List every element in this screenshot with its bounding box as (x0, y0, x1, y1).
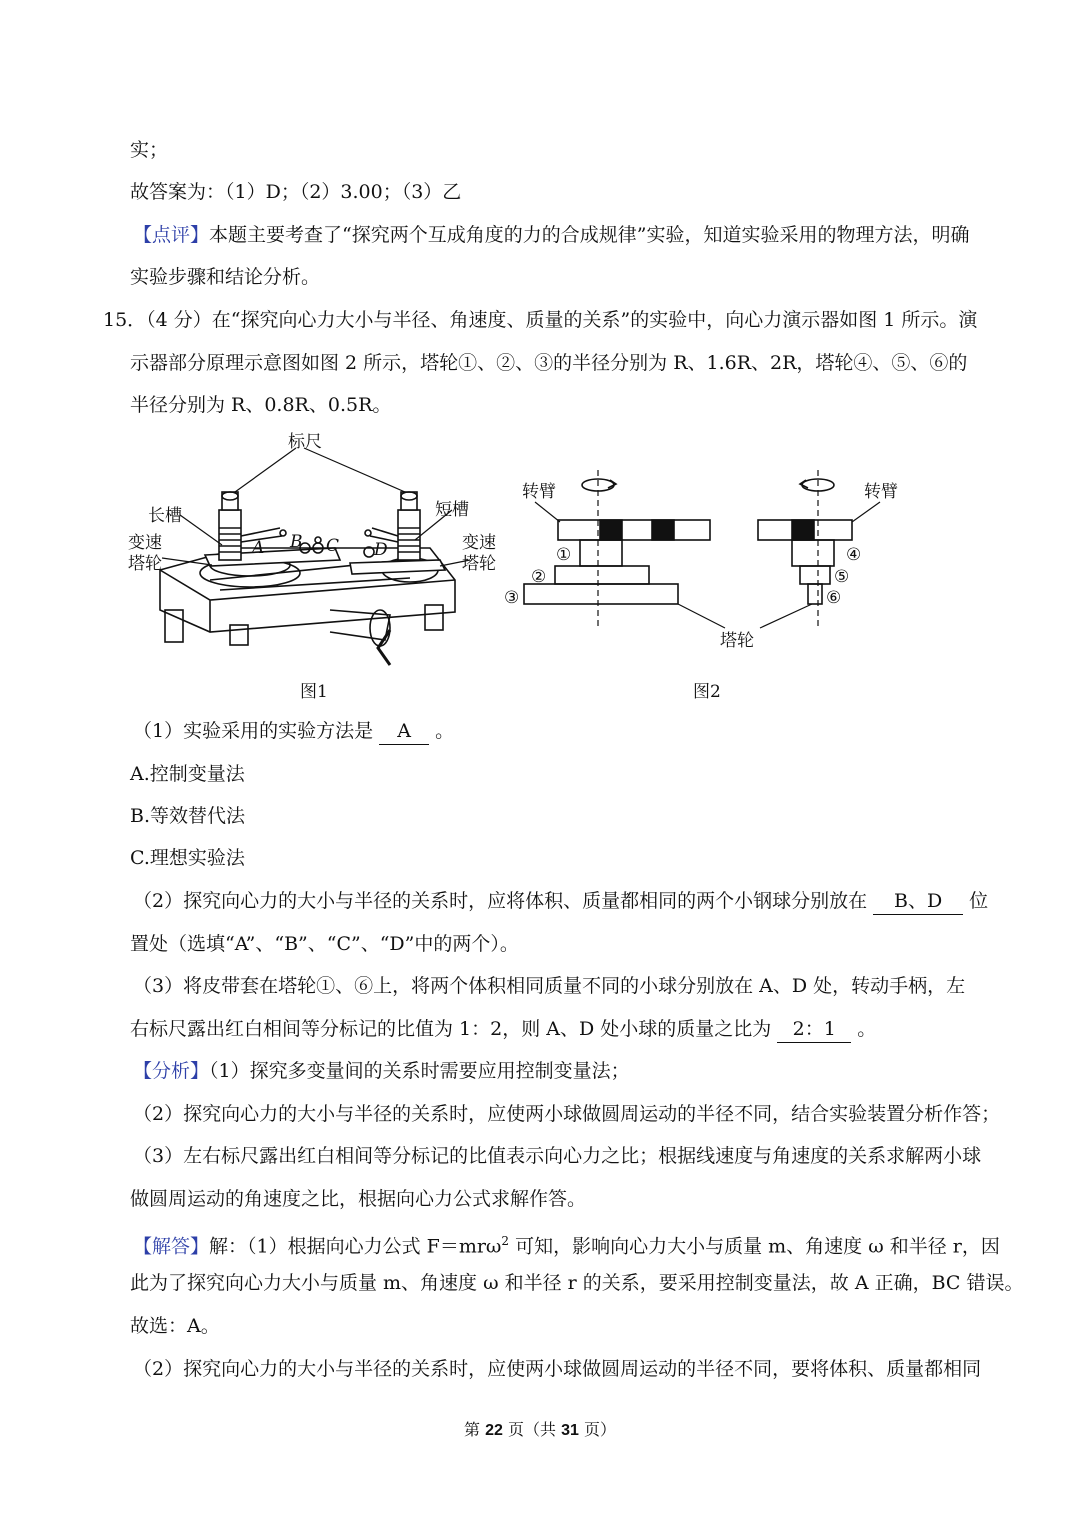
figure-2-caption: 图2 (693, 682, 721, 702)
sub-question-2-end: 位 (969, 890, 989, 912)
label-changcao: 长槽 (148, 506, 182, 526)
option-A: A.控制变量法 (130, 763, 245, 785)
label-biansu-left: 变速 (128, 533, 162, 553)
figure-1-caption: 图1 (300, 682, 328, 702)
footer-text: 页） (578, 1420, 616, 1439)
label-wheel-6: ⑥ (826, 588, 842, 608)
sub-question-2 (133, 888, 988, 915)
sub-question-3-text: 右标尺露出红白相间等分标记的比值为 1：2，则 A、D 处小球的质量之比为 (130, 1018, 772, 1040)
sub-question-1-text: （1）实验采用的实验方法是 (133, 720, 374, 742)
text-line: 实验步骤和结论分析。 (130, 266, 321, 288)
label-zhuanbi-right: 转臂 (864, 482, 898, 502)
page-footer (0, 1417, 1080, 1440)
sub-question-1 (133, 718, 454, 745)
question-15-line: 示器部分原理示意图如图 2 所示，塔轮①、②、③的半径分别为 R、1.6R、2R，塔轮④、⑤、⑥的 (130, 352, 968, 374)
label-D: D (374, 540, 388, 560)
question-15-line: 半径分别为 R、0.8R、0.5R。 (130, 394, 392, 416)
total-pages: 31 (561, 1422, 579, 1439)
sub-question-1-end: 。 (435, 720, 455, 742)
label-talun: 塔轮 (720, 631, 754, 651)
label-duancao: 短槽 (435, 500, 469, 520)
label-B: B (290, 532, 303, 552)
solution-line: 故选：A。 (130, 1315, 220, 1337)
solution-line: 此为了探究向心力大小与质量 m、角速度 ω 和半径 r 的关系，要采用控制变量法，故 A 正确，BC 错误。 (130, 1272, 1024, 1294)
answer-1: A (379, 718, 429, 745)
text-line: 故答案为：（1）D；（2）3.00；（3）乙 (130, 181, 462, 203)
option-C: C.理想实验法 (130, 847, 245, 869)
footer-text: 第 (464, 1420, 486, 1439)
superscript: 2 (501, 1234, 510, 1248)
footer-text: 页（共 (502, 1420, 562, 1439)
figure-2-labels (504, 482, 898, 702)
label-wheel-4: ④ (846, 545, 862, 565)
comment-text: 本题主要考查了“探究两个互成角度的力的合成规律”实验，知道实验采用的物理方法，明确 (209, 224, 970, 246)
analysis-text: （1）探究多变量间的关系时需要应用控制变量法； (209, 1060, 630, 1082)
label-wheel-3: ③ (504, 588, 520, 608)
label-A: A (252, 538, 265, 558)
sub-question-3-cont (130, 1016, 876, 1043)
solution-text: 解：（1）根据向心力公式 F＝mrω (209, 1235, 502, 1258)
label-biaochi: 标尺 (288, 432, 322, 452)
solution-line: （2）探究向心力的大小与半径的关系时，应使两小球做圆周运动的半径不同，要将体积、质量都相同 (133, 1358, 982, 1380)
label-wheel-5: ⑤ (834, 567, 850, 587)
analysis-line: （2）探究向心力的大小与半径的关系时，应使两小球做圆周运动的半径不同，结合实验装置分析作答； (133, 1103, 1001, 1125)
label-talun-left: 塔轮 (128, 554, 162, 574)
figures (0, 0, 1080, 720)
analysis-line: （3）左右标尺露出红白相间等分标记的比值表示向心力之比；根据线速度与角速度的关系求解两小球 (133, 1145, 982, 1167)
label-biansu-right: 变速 (462, 533, 496, 553)
solution-tag: 【解答】 (133, 1235, 210, 1258)
answer-2: B、D (873, 888, 963, 915)
label-talun-right: 塔轮 (462, 554, 496, 574)
label-wheel-2: ② (531, 567, 547, 587)
sub-question-3: （3）将皮带套在塔轮①、⑥上，将两个体积相同质量不同的小球分别放在 A、D 处，转动手柄，左 (133, 975, 966, 997)
comment-tag: 【点评】 (133, 224, 210, 246)
sub-question-2-text: （2）探究向心力的大小与半径的关系时，应将体积、质量都相同的两个小钢球分别放在 (133, 890, 868, 912)
text-line: 实； (130, 139, 169, 161)
question-15-line: 15．（4 分）在“探究向心力大小与半径、角速度、质量的关系”的实验中，向心力演示器如图 1 所示。演 (103, 309, 978, 331)
analysis-line (133, 1058, 630, 1084)
option-B: B.等效替代法 (130, 805, 246, 827)
solution-line (133, 1228, 1000, 1259)
page-number: 22 (485, 1422, 503, 1439)
analysis-tag: 【分析】 (133, 1060, 210, 1082)
figure-1-drawing (160, 448, 470, 665)
analysis-line: 做圆周运动的角速度之比，根据向心力公式求解作答。 (130, 1188, 587, 1210)
label-zhuanbi-left: 转臂 (522, 482, 556, 502)
label-wheel-1: ① (556, 545, 572, 565)
sub-question-2-cont: 置处（选填“A”、“B”、“C”、“D”中的两个）。 (130, 933, 519, 955)
label-C: C (326, 536, 340, 556)
solution-text: 可知，影响向心力大小与质量 m、角速度 ω 和半径 r，因 (509, 1235, 1000, 1258)
sub-question-3-end: 。 (857, 1018, 877, 1040)
answer-3: 2：1 (777, 1016, 851, 1043)
